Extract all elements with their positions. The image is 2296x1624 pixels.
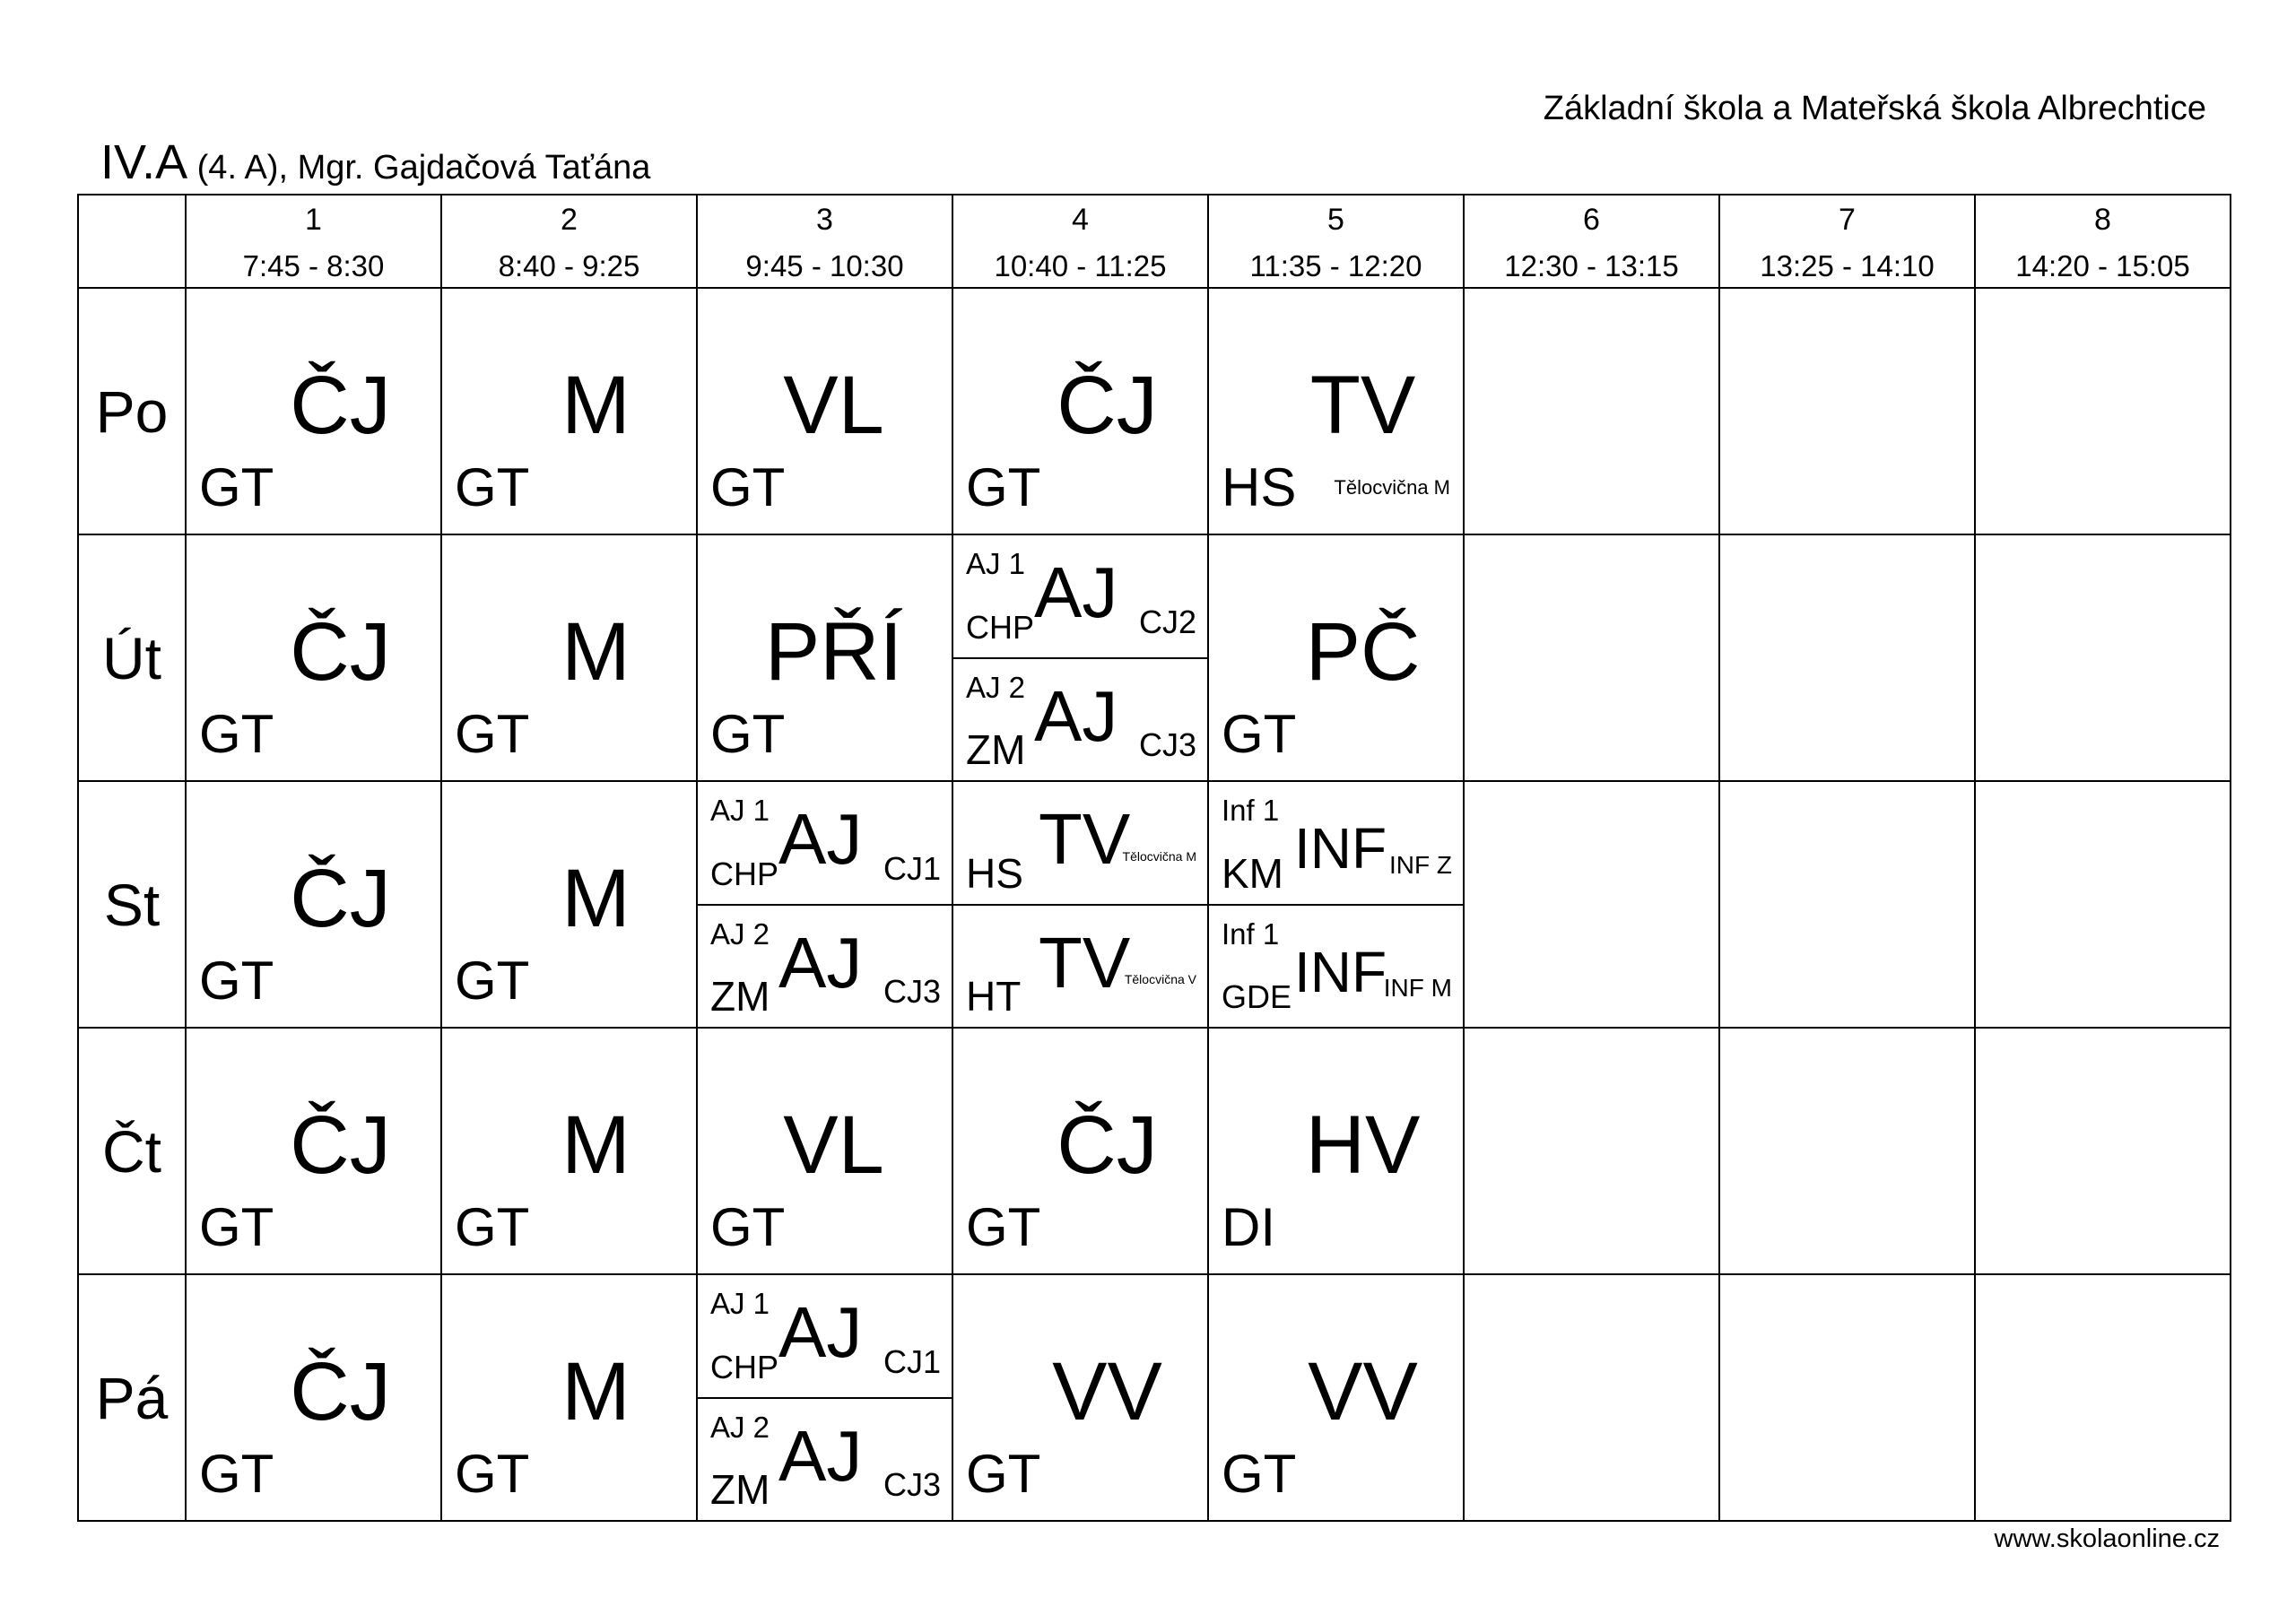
subject: ČJ — [290, 360, 391, 451]
day-row-pa — [78, 1274, 2231, 1398]
period-time: 11:35 - 12:20 — [1249, 249, 1422, 282]
period-number: 3 — [816, 203, 833, 237]
day-label: Čt — [78, 1028, 186, 1274]
day-row-ut — [78, 534, 2231, 658]
day-row-ct — [78, 1028, 2231, 1274]
day-label: Út — [78, 534, 186, 781]
empty-cell — [1975, 534, 2231, 781]
split-lesson-cell — [952, 905, 1208, 1029]
group: AJ 1 — [710, 794, 770, 827]
lesson-cell — [952, 288, 1208, 534]
teacher: GT — [966, 1197, 1041, 1257]
group: AJ 2 — [710, 1410, 770, 1444]
teacher: GT — [966, 457, 1041, 517]
subject: AJ — [778, 799, 863, 879]
teacher: CHP — [966, 608, 1035, 646]
day-label: St — [78, 781, 186, 1028]
period-header — [1719, 195, 1975, 288]
subject: PŘÍ — [764, 606, 903, 698]
lesson-cell — [186, 288, 441, 534]
period-number: 6 — [1583, 203, 1600, 237]
timetable — [77, 194, 2231, 1522]
lesson-cell — [186, 1028, 441, 1274]
split-lesson-cell — [697, 905, 952, 1029]
lesson-cell — [697, 534, 952, 781]
lesson-cell — [697, 288, 952, 534]
period-time: 13:25 - 14:10 — [1760, 249, 1935, 282]
corner-cell — [78, 195, 186, 288]
empty-cell — [1719, 781, 1975, 1028]
teacher: GT — [199, 951, 274, 1011]
period-header — [186, 195, 441, 288]
lesson-cell — [441, 1028, 697, 1274]
split-lesson-cell — [952, 534, 1208, 658]
room: INF Z — [1389, 850, 1452, 879]
day-label: Po — [78, 288, 186, 534]
empty-cell — [1975, 288, 2231, 534]
room: Tělocvična M — [1334, 476, 1450, 499]
period-header — [952, 195, 1208, 288]
teacher: GT — [710, 1197, 786, 1257]
teacher: DI — [1222, 1197, 1275, 1257]
teacher: HT — [966, 973, 1022, 1020]
day-row-st — [78, 781, 2231, 905]
teacher: GT — [1222, 704, 1297, 764]
day-row-po — [78, 288, 2231, 534]
room: CJ3 — [883, 1466, 941, 1503]
subject: ČJ — [290, 606, 391, 698]
room: INF M — [1383, 974, 1452, 1002]
period-header — [1975, 195, 2231, 288]
period-time: 9:45 - 10:30 — [745, 249, 904, 282]
teacher: GT — [455, 951, 530, 1011]
room: CJ3 — [883, 973, 941, 1010]
room: CJ1 — [883, 849, 941, 887]
subject: M — [561, 1346, 631, 1437]
teacher: GT — [199, 704, 274, 764]
period-number: 2 — [561, 203, 578, 237]
timetable-title — [100, 135, 650, 190]
lesson-cell — [441, 781, 697, 1028]
period-header — [1208, 195, 1464, 288]
period-header — [1464, 195, 1719, 288]
empty-cell — [1464, 1028, 1719, 1274]
period-time: 7:45 - 8:30 — [242, 249, 385, 282]
teacher: KM — [1222, 849, 1283, 897]
subject: ČJ — [290, 853, 391, 944]
period-header — [697, 195, 952, 288]
subject: M — [561, 606, 631, 698]
teacher: GT — [455, 1197, 530, 1257]
empty-cell — [1464, 1274, 1719, 1521]
teacher: GT — [455, 457, 530, 517]
subject: PČ — [1305, 606, 1421, 698]
empty-cell — [1975, 1274, 2231, 1521]
class-name: IV.A — [100, 135, 188, 189]
lesson-cell — [186, 534, 441, 781]
subject: ČJ — [1057, 1099, 1158, 1191]
lesson-cell — [441, 288, 697, 534]
teacher: GT — [199, 1444, 274, 1504]
subject: ČJ — [290, 1346, 391, 1437]
subject: AJ — [778, 922, 863, 1003]
teacher: GT — [966, 1444, 1041, 1504]
teacher: HS — [966, 849, 1023, 897]
lesson-cell — [1208, 288, 1464, 534]
subject: VL — [783, 1099, 884, 1191]
teacher: GT — [455, 704, 530, 764]
room: CJ1 — [883, 1342, 941, 1380]
period-number: 4 — [1072, 203, 1089, 237]
subject: AJ — [1034, 675, 1118, 756]
lesson-cell — [441, 1274, 697, 1521]
teacher: GT — [199, 1197, 274, 1257]
split-lesson-cell — [697, 1274, 952, 1398]
subject: M — [561, 360, 631, 451]
empty-cell — [1719, 288, 1975, 534]
lesson-cell — [697, 1028, 952, 1274]
lesson-cell — [952, 1028, 1208, 1274]
day-label: Pá — [78, 1274, 186, 1521]
teacher: GDE — [1222, 978, 1292, 1015]
subject: AJ — [778, 1292, 863, 1372]
empty-cell — [1464, 288, 1719, 534]
period-time: 10:40 - 11:25 — [994, 249, 1167, 282]
subject: HV — [1305, 1099, 1421, 1191]
room: Tělocvična M — [1122, 848, 1196, 864]
lesson-cell — [186, 1274, 441, 1521]
teacher: ZM — [966, 726, 1026, 773]
teacher: ZM — [710, 973, 770, 1020]
teacher: GT — [1222, 1444, 1297, 1504]
lesson-cell — [1208, 534, 1464, 781]
empty-cell — [1464, 781, 1719, 1028]
split-lesson-cell — [952, 658, 1208, 782]
lesson-cell — [1208, 1274, 1464, 1521]
school-name: Základní škola a Mateřská škola Albrechtice — [1543, 90, 2206, 127]
teacher: HS — [1222, 457, 1297, 517]
subject: AJ — [778, 1415, 863, 1496]
teacher: GT — [710, 457, 786, 517]
period-number: 1 — [305, 203, 322, 237]
empty-cell — [1719, 1274, 1975, 1521]
split-lesson-cell — [697, 781, 952, 905]
teacher: CHP — [710, 1348, 779, 1385]
teacher: GT — [455, 1444, 530, 1504]
subject: VL — [783, 360, 884, 451]
lesson-cell — [186, 781, 441, 1028]
period-time: 14:20 - 15:05 — [2015, 249, 2190, 282]
room: CJ2 — [1138, 603, 1196, 640]
room: Tělocvična V — [1124, 972, 1196, 986]
group: AJ 2 — [710, 916, 770, 951]
subject: VV — [1308, 1346, 1418, 1437]
subject: ČJ — [290, 1099, 391, 1191]
teacher: ZM — [710, 1466, 770, 1513]
lesson-cell — [952, 1274, 1208, 1521]
subject: TV — [1309, 360, 1416, 451]
subject: INF — [1294, 939, 1387, 1004]
subject: INF — [1294, 816, 1387, 881]
subject: VV — [1052, 1346, 1162, 1437]
empty-cell — [1719, 1028, 1975, 1274]
subject: TV — [1039, 922, 1131, 1003]
group: Inf 1 — [1222, 916, 1280, 951]
group: Inf 1 — [1222, 794, 1280, 827]
group: AJ 2 — [966, 670, 1026, 704]
period-number: 7 — [1839, 203, 1856, 237]
subject: ČJ — [1057, 360, 1158, 451]
period-time: 12:30 - 13:15 — [1504, 249, 1679, 282]
empty-cell — [1975, 1028, 2231, 1274]
class-detail: (4. A), Mgr. Gajdačová Taťána — [187, 149, 651, 187]
empty-cell — [1975, 781, 2231, 1028]
split-lesson-cell — [1208, 781, 1464, 905]
empty-cell — [1464, 534, 1719, 781]
group: AJ 1 — [710, 1287, 770, 1320]
subject: M — [561, 853, 631, 944]
period-number: 8 — [2094, 203, 2111, 237]
group: AJ 1 — [966, 547, 1026, 580]
period-header — [441, 195, 697, 288]
lesson-cell — [1208, 1028, 1464, 1274]
lesson-cell — [441, 534, 697, 781]
empty-cell — [1719, 534, 1975, 781]
teacher: GT — [710, 704, 786, 764]
room: CJ3 — [1138, 726, 1196, 763]
period-number: 5 — [1327, 203, 1344, 237]
subject: M — [561, 1099, 631, 1191]
split-lesson-cell — [1208, 905, 1464, 1029]
header-row — [78, 195, 2231, 288]
split-lesson-cell — [952, 781, 1208, 905]
teacher: CHP — [710, 855, 779, 892]
period-time: 8:40 - 9:25 — [498, 249, 640, 282]
split-lesson-cell — [697, 1398, 952, 1522]
teacher: GT — [199, 457, 274, 517]
subject: TV — [1039, 799, 1131, 879]
footer-url: www.skolaonline.cz — [1994, 1524, 2220, 1553]
subject: AJ — [1034, 552, 1118, 632]
